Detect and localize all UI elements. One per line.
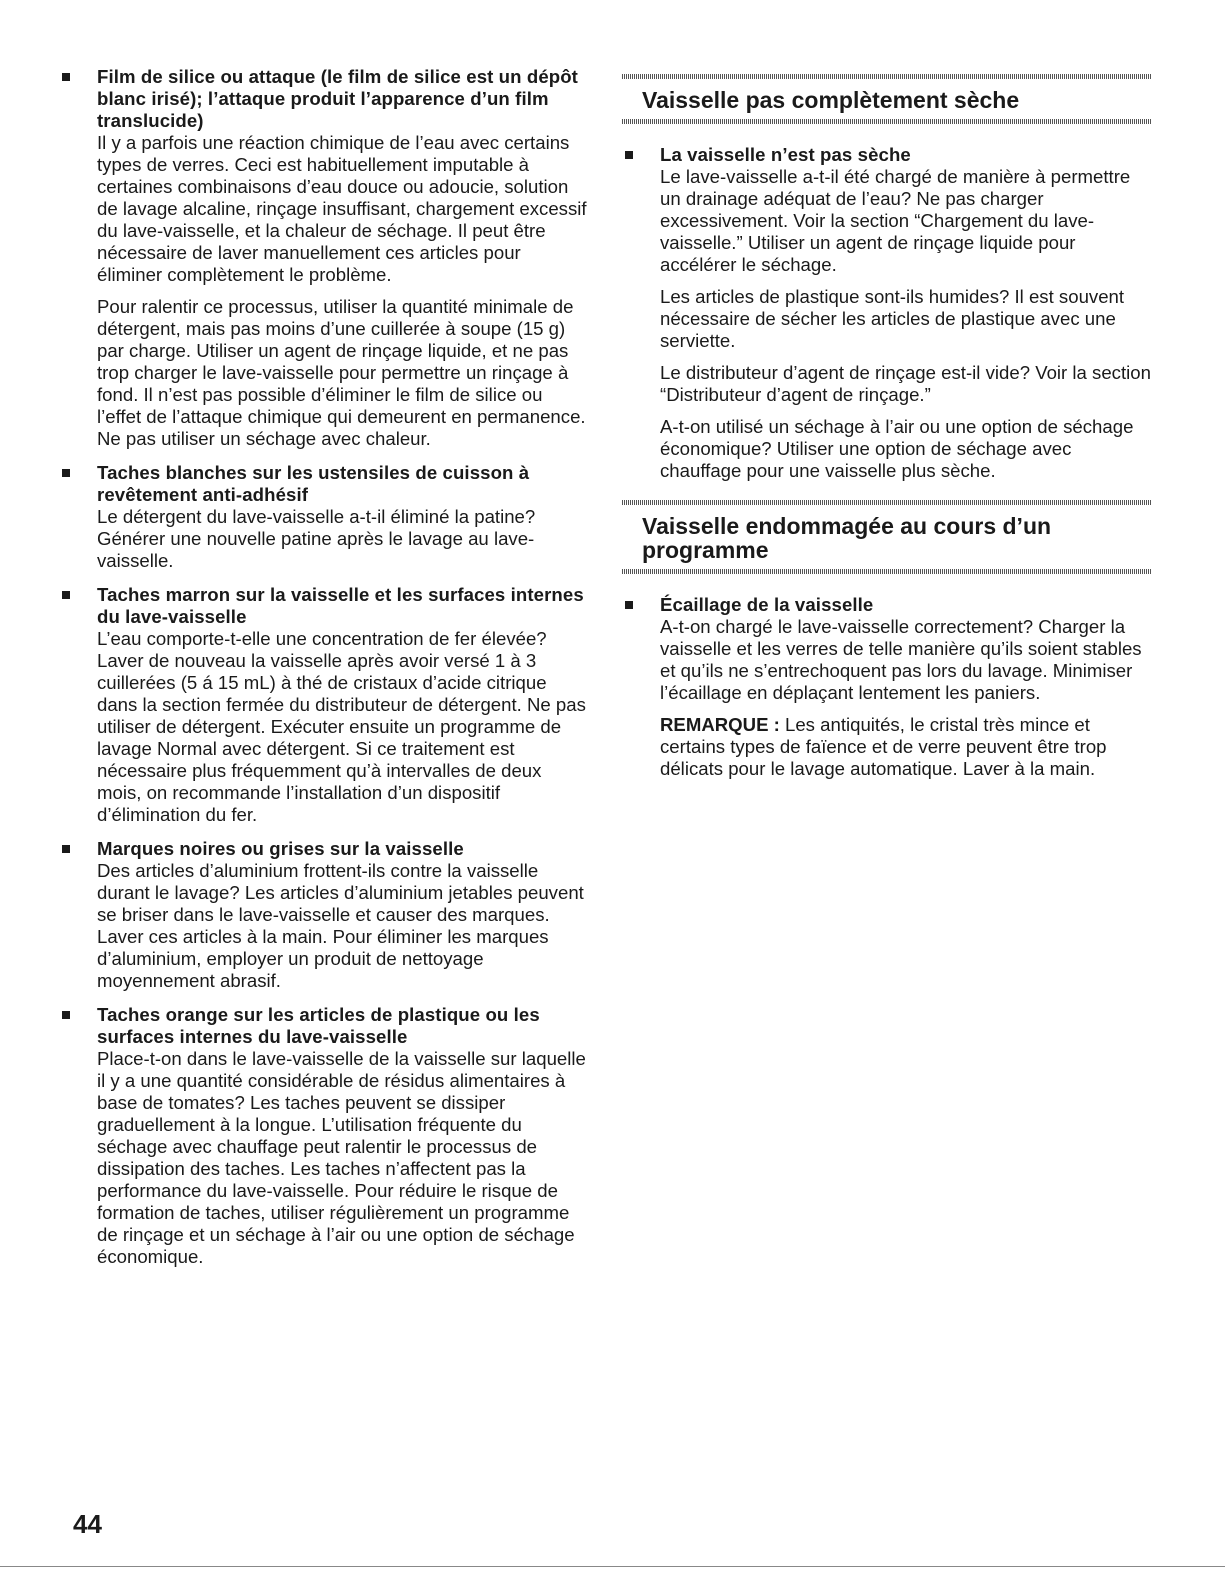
section-title: Vaisselle endommagée au cours d’un programme [642,513,1052,563]
item-paragraph: A-t-on utilisé un séchage à l’air ou une option de séchage économique? Utiliser une option de séchage avec chauffage pour une vaisselle plus sèche. [660,416,1134,481]
page-number: 44 [73,1509,102,1539]
troubleshoot-item-not-dry [622,144,1152,482]
bullet-icon [625,151,633,159]
troubleshoot-item-silica-film [59,66,589,450]
troubleshoot-item-white-spots [59,462,589,572]
item-title: Taches marron sur la vaisselle et les surfaces internes du lave-vaisselle [97,584,584,627]
troubleshoot-item-orange-stains [59,1004,589,1268]
section-rule-top [622,500,1152,505]
item-paragraph: Le distributeur d’agent de rinçage est-il vide? Voir la section “Distributeur d’agent de rinçage.” [660,362,1151,405]
item-paragraph: L’eau comporte-t-elle une concentration de fer élevée? Laver de nouveau la vaisselle après avoir versé 1 à 3 cuillerées (5 á 15 mL) à thé de cristaux d’acide citrique dans la section fermée du distributeur de détergent. Ne pas utiliser de détergent. Exécuter ensuite un programme de lavage Normal avec détergent. Si ce traitement est nécessaire plus fréquemment qu’à intervalles de deux mois, on recommande l’installation d’un dispositif d’élimination du fer. [97,628,586,825]
section-rule-top [622,74,1152,79]
section-rule-bottom [622,569,1152,574]
remark-text: Les antiquités, le cristal très mince et certains types de faïence et de verre peuvent être trop délicats pour le lavage automatique. Laver à la main. [660,714,1107,779]
troubleshoot-item-black-marks [59,838,589,992]
item-title: Écaillage de la vaisselle [660,594,874,615]
left-column [59,66,589,1280]
bullet-icon [62,591,70,599]
section-rule-bottom [622,119,1152,124]
item-title: Film de silice ou attaque (le film de silice est un dépôt blanc irisé); l’attaque produit l’apparence d’un film translucide) [97,66,578,131]
item-paragraph: A-t-on chargé le lave-vaisselle correctement? Charger la vaisselle et les verres de telle manière qu’ils soient stables et qu’ils ne s’entrechoquent pas lors du lavage. Minimiser l’écaillage en déplaçant lentement les paniers. [660,616,1142,703]
item-title: Taches orange sur les articles de plastique ou les surfaces internes du lave-vaisselle [97,1004,540,1047]
item-paragraph: Place-t-on dans le lave-vaisselle de la vaisselle sur laquelle il y a une quantité considérable de résidus alimentaires à base de tomates? Les taches peuvent se dissiper graduellement à la longue. L’utilisation fréquente du séchage avec chauffage peut ralentir le processus de dissipation des taches. Les taches n’affectent pas la performance du lave-vaisselle. Pour réduire le risque de formation de taches, utiliser régulièrement un programme de rinçage et un séchage à l’air ou une option de séchage économique. [97,1048,586,1267]
page-bottom-rule [0,1566,1225,1567]
remark-label: REMARQUE : [660,714,780,735]
bullet-icon [62,1011,70,1019]
bullet-icon [62,73,70,81]
bullet-icon [62,469,70,477]
item-title: Marques noires ou grises sur la vaisselle [97,838,464,859]
bullet-icon [62,845,70,853]
remark-paragraph [660,714,1152,780]
item-paragraph: Il y a parfois une réaction chimique de l’eau avec certains types de verres. Ceci est habituellement imputable à certaines combinaisons d’eau douce ou adoucie, solution de lavage alcaline, rinçage insuffisant, chargement excessif du lave-vaisselle, et la chaleur de séchage. Il peut être nécessaire de laver manuellement ces articles pour éliminer complètement le problème. [97,132,587,285]
section-damaged [622,500,1152,780]
item-paragraph: Les articles de plastique sont-ils humides? Il est souvent nécessaire de sécher les articles de plastique avec une serviette. [660,286,1125,351]
item-title: La vaisselle n’est pas sèche [660,144,911,165]
item-paragraph: Le détergent du lave-vaisselle a-t-il éliminé la patine? Générer une nouvelle patine après le lavage au lave-vaisselle. [97,506,536,571]
item-title: Taches blanches sur les ustensiles de cuisson à revêtement anti-adhésif [97,462,530,505]
item-paragraph: Des articles d’aluminium frottent-ils contre la vaisselle durant le lavage? Les articles d’aluminium jetables peuvent se briser dans le lave-vaisselle et causer des marques. Laver ces articles à la main. Pour éliminer les marques d’aluminium, employer un produit de nettoyage moyennement abrasif. [97,860,584,991]
item-paragraph: Le lave-vaisselle a-t-il été chargé de manière à permettre un drainage adéquat de l’eau? Ne pas charger excessivement. Voir la section “Chargement du lave-vaisselle.” Utiliser un agent de rinçage liquide pour accélérer le séchage. [660,166,1131,275]
bullet-icon [625,601,633,609]
item-paragraph: Pour ralentir ce processus, utiliser la quantité minimale de détergent, mais pas moins d’une cuillerée à soupe (15 g) par charge. Utiliser un agent de rinçage liquide, et ne pas trop charger le lave-vaisselle pour permettre un rinçage à fond. Il n’est pas possible d’éliminer le film de silice ou l’effet de l’attaque chimique qui demeurent en permanence. Ne pas utiliser un séchage avec chaleur. [97,296,586,449]
section-title: Vaisselle pas complètement sèche [642,87,1020,113]
right-column [622,74,1152,798]
troubleshoot-item-brown-stains [59,584,589,826]
troubleshoot-item-chipping [622,594,1152,780]
section-not-dry [622,74,1152,482]
